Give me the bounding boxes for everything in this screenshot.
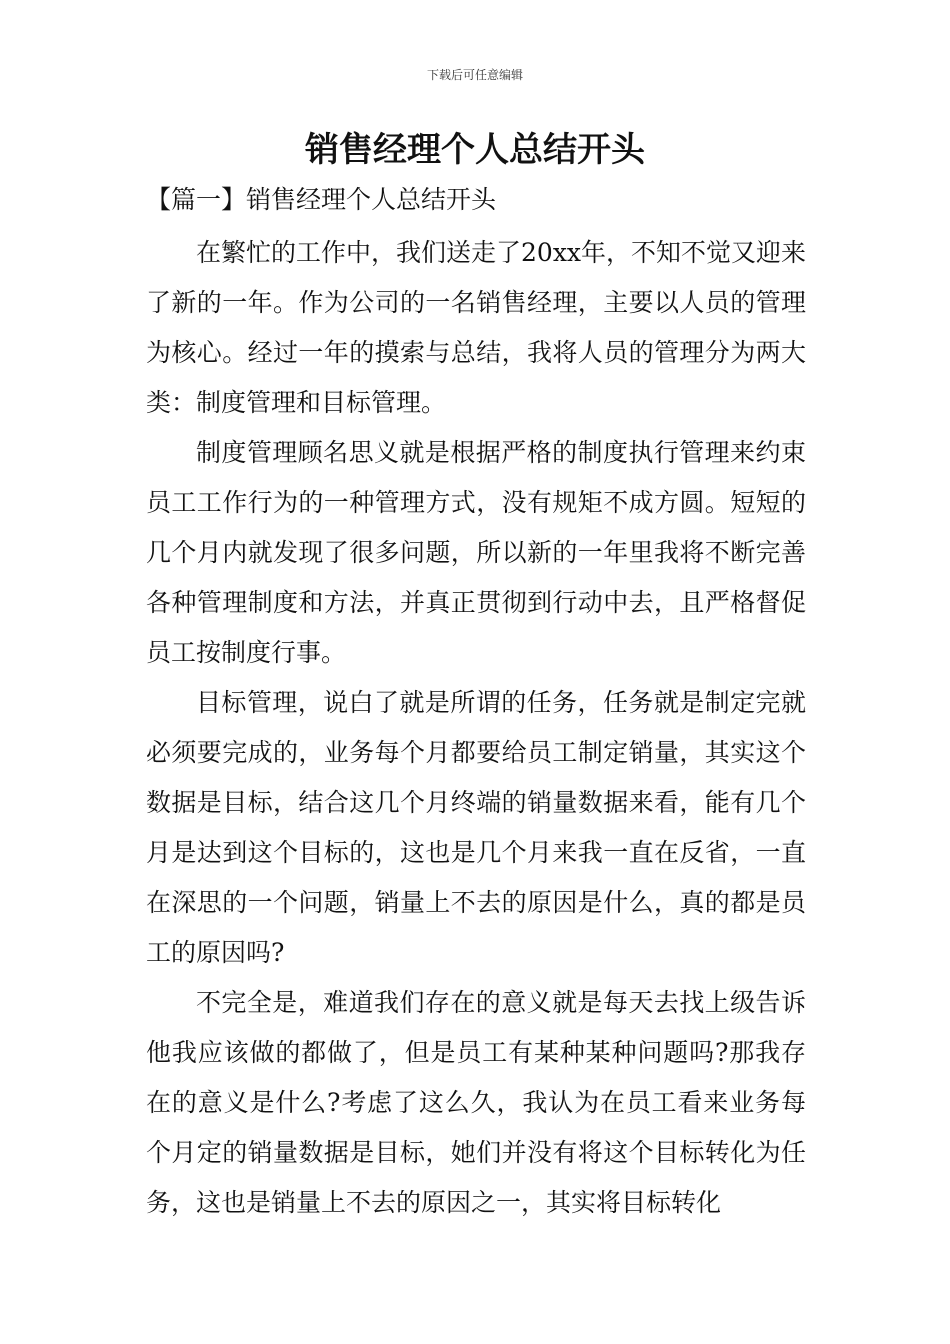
paragraph-1: 在繁忙的工作中，我们送走了20xx年，不知不觉又迎来了新的一年。作为公司的一名销售经理，主要以人员的管理为核心。经过一年的摸索与总结，我将人员的管理分为两大类：制度管理和目标管理。 bbox=[146, 238, 807, 417]
document-body bbox=[146, 228, 806, 1228]
page-header-note: 下载后可任意编辑 bbox=[426, 68, 523, 82]
document-title: 销售经理个人总结开头 bbox=[305, 130, 645, 170]
paragraph-3: 目标管理，说白了就是所谓的任务，任务就是制定完就必须要完成的，业务每个月都要给员工制定销量，其实这个数据是目标，结合这几个月终端的销量数据来看，能有几个月是达到这个目标的，这也是几个月来我一直在反省，一直在深思的一个问题，销量上不去的原因是什么，真的都是员工的原因吗? bbox=[146, 688, 806, 967]
paragraph-2: 制度管理顾名思义就是根据严格的制度执行管理来约束员工工作行为的一种管理方式，没有规矩不成方圆。短短的几个月内就发现了很多问题，所以新的一年里我将不断完善各种管理制度和方法，并真正贯彻到行动中去，且严格督促员工按制度行事。 bbox=[146, 438, 806, 667]
paragraph-4: 不完全是，难道我们存在的意义就是每天去找上级告诉他我应该做的都做了，但是员工有某种某种问题吗?那我存在的意义是什么?考虑了这么久，我认为在员工看来业务每个月定的销量数据是目标，她们并没有将这个目标转化为任务，这也是销量上不去的原因之一，其实将目标转化 bbox=[146, 988, 806, 1217]
section-heading: 【篇一】销售经理个人总结开头 bbox=[146, 185, 497, 214]
